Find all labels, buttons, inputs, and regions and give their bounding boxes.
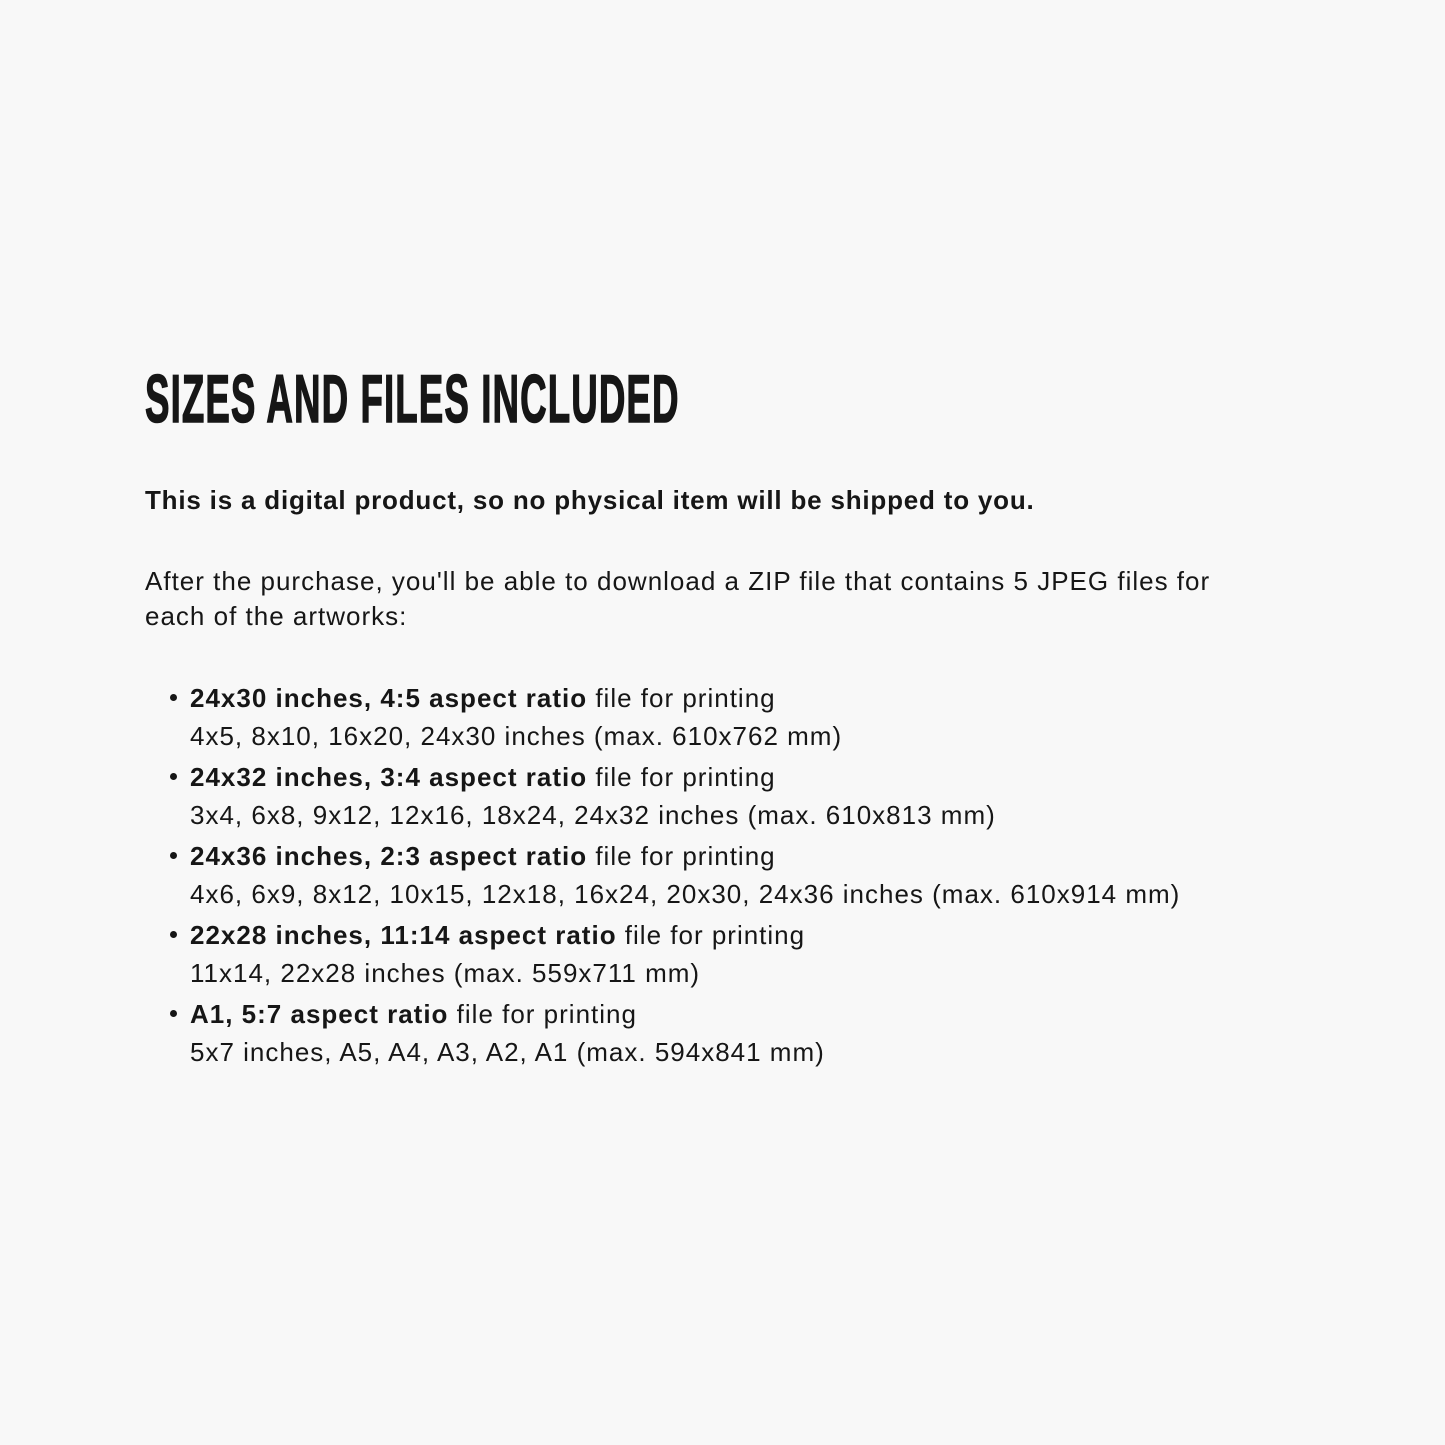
size-detail: 11x14, 22x28 inches (max. 559x711 mm): [190, 958, 701, 988]
section-title: SIZES AND FILES INCLUDED: [145, 361, 680, 437]
size-detail: 3x4, 6x8, 9x12, 12x16, 18x24, 24x32 inches (max. 610x813 mm): [190, 800, 996, 830]
size-item-a1: [145, 995, 1345, 1071]
size-spec: 24x32 inches, 3:4 aspect ratio: [190, 762, 588, 792]
paragraph-line-1: After the purchase, you'll be able to download a ZIP file that contains 5 JPEG files for: [145, 566, 1211, 596]
sizes-list: [145, 679, 1345, 1074]
size-usage: file for printing: [587, 841, 776, 871]
bullet-icon: [170, 1010, 177, 1017]
size-item-title: [190, 916, 1345, 954]
download-info-paragraph: [145, 564, 1345, 634]
size-item-24x30: [145, 679, 1345, 755]
size-item-title: [190, 758, 1345, 796]
size-item-title: [190, 837, 1345, 875]
bullet-icon: [170, 931, 177, 938]
size-detail: 4x5, 8x10, 16x20, 24x30 inches (max. 610x762 mm): [190, 721, 843, 751]
size-item-title: [190, 995, 1345, 1033]
bullet-icon: [170, 773, 177, 780]
size-spec: 24x30 inches, 4:5 aspect ratio: [190, 683, 588, 713]
digital-product-note: This is a digital product, so no physical item will be shipped to you.: [145, 485, 1035, 515]
bullet-icon: [170, 852, 177, 859]
size-usage: file for printing: [448, 999, 637, 1029]
size-item-title: [190, 679, 1345, 717]
size-usage: file for printing: [587, 683, 776, 713]
size-detail: 5x7 inches, A5, A4, A3, A2, A1 (max. 594x841 mm): [190, 1037, 825, 1067]
size-spec: 22x28 inches, 11:14 aspect ratio: [190, 920, 617, 950]
bullet-icon: [170, 694, 177, 701]
size-spec: A1, 5:7 aspect ratio: [190, 999, 449, 1029]
paragraph-line-2: each of the artworks:: [145, 601, 408, 631]
size-item-24x32: [145, 758, 1345, 834]
size-detail: 4x6, 6x9, 8x12, 10x15, 12x18, 16x24, 20x30, 24x36 inches (max. 610x914 mm): [190, 879, 1181, 909]
size-spec: 24x36 inches, 2:3 aspect ratio: [190, 841, 588, 871]
size-item-24x36: [145, 837, 1345, 913]
size-usage: file for printing: [587, 762, 776, 792]
size-usage: file for printing: [616, 920, 806, 950]
size-item-22x28: [145, 916, 1345, 992]
